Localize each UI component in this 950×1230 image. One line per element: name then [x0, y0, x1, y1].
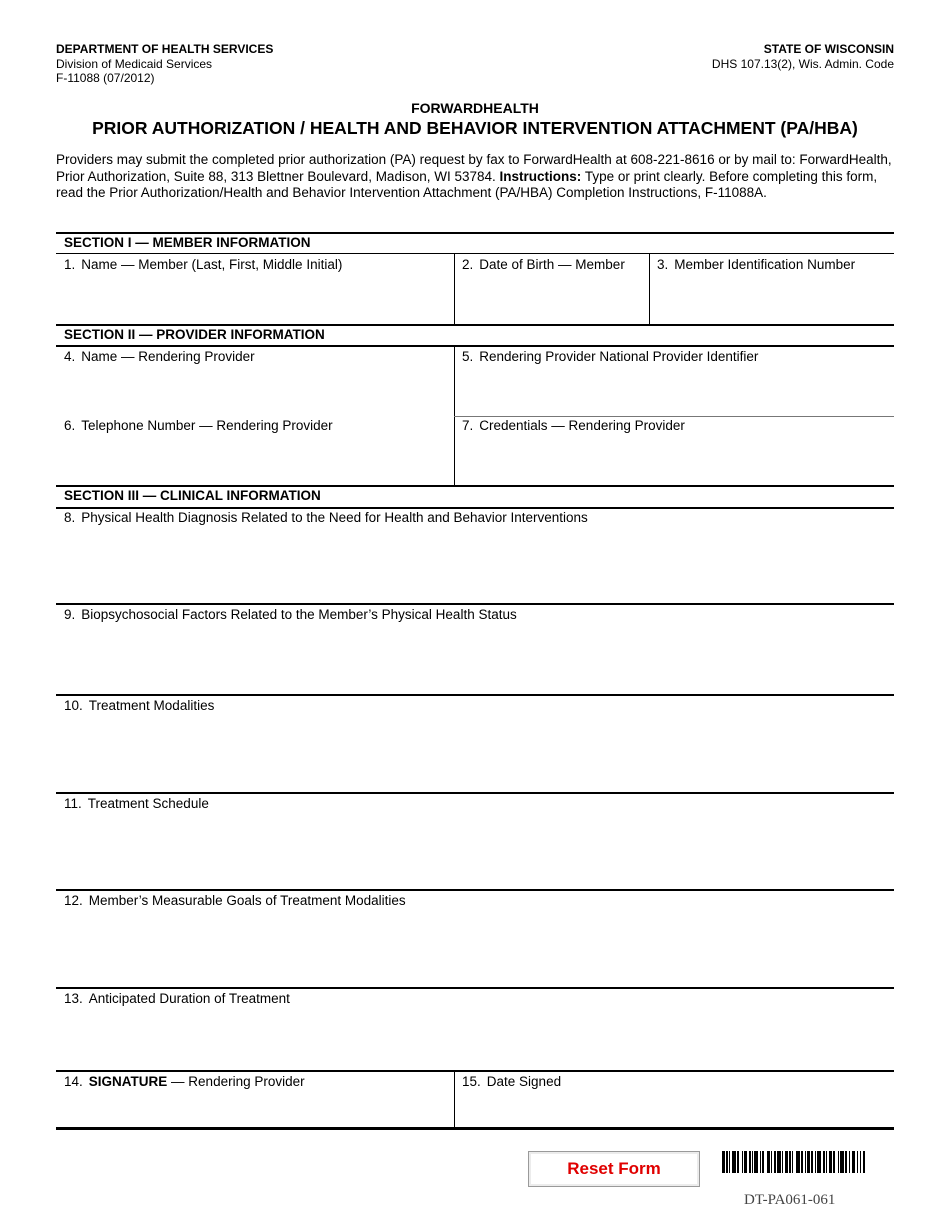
section1-subtitle: — MEMBER INFORMATION — [131, 235, 311, 250]
rule-after-field-11 — [56, 889, 894, 891]
field-biopsychosocial-factors[interactable] — [64, 607, 517, 622]
field-label: Anticipated Duration of Treatment — [88, 991, 290, 1006]
rule-after-field-10 — [56, 792, 894, 794]
field-number: 1. — [64, 257, 76, 272]
field-treatment-modalities[interactable] — [64, 698, 214, 713]
state-header — [712, 42, 894, 71]
field-number: 12. — [64, 893, 83, 908]
barcode-image — [722, 1151, 884, 1173]
division-name: Division of Medicaid Services — [56, 56, 213, 71]
field-number: 5. — [462, 349, 474, 364]
rule-after-field-9 — [56, 694, 894, 696]
field-diagnosis[interactable] — [64, 510, 588, 525]
field-number: 11. — [64, 796, 82, 811]
field-label: Treatment Modalities — [88, 698, 215, 713]
field-number: 15. — [462, 1074, 481, 1089]
form-id-code: DT-PA061-061 — [744, 1192, 836, 1208]
section3-heading — [64, 488, 321, 503]
section2-header-rule — [56, 345, 894, 347]
field-label: Physical Health Diagnosis Related to the Need for Health and Behavior Interventions — [81, 510, 588, 525]
section3-header-rule — [56, 507, 894, 509]
agency-header — [56, 42, 273, 86]
field-number: 6. — [64, 418, 76, 433]
section3-subtitle: — CLINICAL INFORMATION — [139, 488, 321, 503]
field-measurable-goals[interactable] — [64, 893, 406, 908]
section1-divider-a — [454, 254, 455, 324]
department-name: DEPARTMENT OF HEALTH SERVICES — [56, 42, 274, 56]
rule-after-field-12 — [56, 987, 894, 989]
field-number: 7. — [462, 418, 474, 433]
state-name: STATE OF WISCONSIN — [763, 42, 894, 56]
rule-after-field-8 — [56, 603, 894, 605]
signature-label-bold: SIGNATURE — [88, 1074, 168, 1089]
field-label: Date of Birth — Member — [479, 257, 625, 272]
section2-top-rule — [56, 324, 894, 326]
intro-paragraph — [56, 152, 896, 202]
admin-code: DHS 107.13(2), Wis. Admin. Code — [711, 56, 894, 71]
field-label: Biopsychosocial Factors Related to the Member’s Physical Health Status — [81, 607, 517, 622]
field-provider-phone[interactable] — [64, 418, 333, 433]
field-number: 9. — [64, 607, 76, 622]
field-label: — Rendering Provider — [167, 1074, 305, 1089]
form-title: PRIOR AUTHORIZATION / HEALTH AND BEHAVIOR INTERVENTION ATTACHMENT (PA/HBA) — [92, 118, 858, 138]
form-bottom-rule — [56, 1127, 894, 1130]
field-provider-credentials[interactable] — [462, 418, 685, 433]
instructions-text: Type or print clearly. Before completing this form, read the Prior Authorization/Health and Behavior Intervention Attachment (PA/HBA) Completion Instructions, F-11088A. — [56, 168, 878, 200]
field-number: 10. — [64, 698, 83, 713]
field-label: Telephone Number — Rendering Provider — [81, 418, 333, 433]
field-number: 8. — [64, 510, 76, 525]
section1-top-rule — [56, 232, 894, 234]
section1-divider-b — [649, 254, 650, 324]
section1-title: SECTION I — [64, 235, 132, 250]
field-label: Member Identification Number — [674, 257, 856, 272]
field-label: Credentials — Rendering Provider — [479, 418, 685, 433]
intro-text: Providers may submit the completed prior authorization (PA) request by fax to ForwardHealth at 608-221-8616 or by mail to: ForwardHealth, Prior Authorization, Suite 88, 313 Blettner Boulevard, Madison, WI 53784. — [56, 152, 892, 184]
field-label: Date Signed — [486, 1074, 562, 1089]
program-title: FORWARDHEALTH — [411, 100, 539, 116]
field-treatment-schedule[interactable] — [64, 796, 209, 811]
field-label: Rendering Provider National Provider Identifier — [479, 349, 759, 364]
reset-form-button[interactable]: Reset Form — [528, 1151, 700, 1187]
signature-divider — [454, 1072, 455, 1128]
field-label: Name — Rendering Provider — [81, 349, 255, 364]
field-member-name[interactable] — [64, 257, 342, 272]
field-number: 13. — [64, 991, 83, 1006]
instructions-label: Instructions: — [499, 168, 582, 184]
field-member-dob[interactable] — [462, 257, 625, 272]
section2-heading — [64, 327, 325, 342]
field-number: 3. — [657, 257, 669, 272]
field-provider-name[interactable] — [64, 349, 255, 364]
section1-header-rule — [56, 253, 894, 254]
field-treatment-duration[interactable] — [64, 991, 290, 1006]
section2-subtitle: — PROVIDER INFORMATION — [135, 327, 325, 342]
form-number: F-11088 (07/2012) — [56, 71, 155, 85]
field-number: 14. — [64, 1074, 83, 1089]
field-label: Name — Member (Last, First, Middle Initial) — [81, 257, 343, 272]
section1-heading — [64, 235, 311, 250]
section3-title: SECTION III — [64, 488, 140, 503]
field-member-id[interactable] — [657, 257, 855, 272]
field-signature[interactable] — [64, 1074, 305, 1089]
section2-row-rule — [454, 416, 894, 417]
section2-title: SECTION II — [64, 327, 136, 342]
section3-top-rule — [56, 485, 894, 487]
field-date-signed[interactable] — [462, 1074, 561, 1089]
field-label: Member’s Measurable Goals of Treatment Modalities — [88, 893, 406, 908]
field-number: 2. — [462, 257, 474, 272]
field-label: Treatment Schedule — [87, 796, 209, 811]
rule-after-field-13 — [56, 1070, 894, 1072]
field-provider-npi[interactable] — [462, 349, 758, 364]
field-number: 4. — [64, 349, 76, 364]
